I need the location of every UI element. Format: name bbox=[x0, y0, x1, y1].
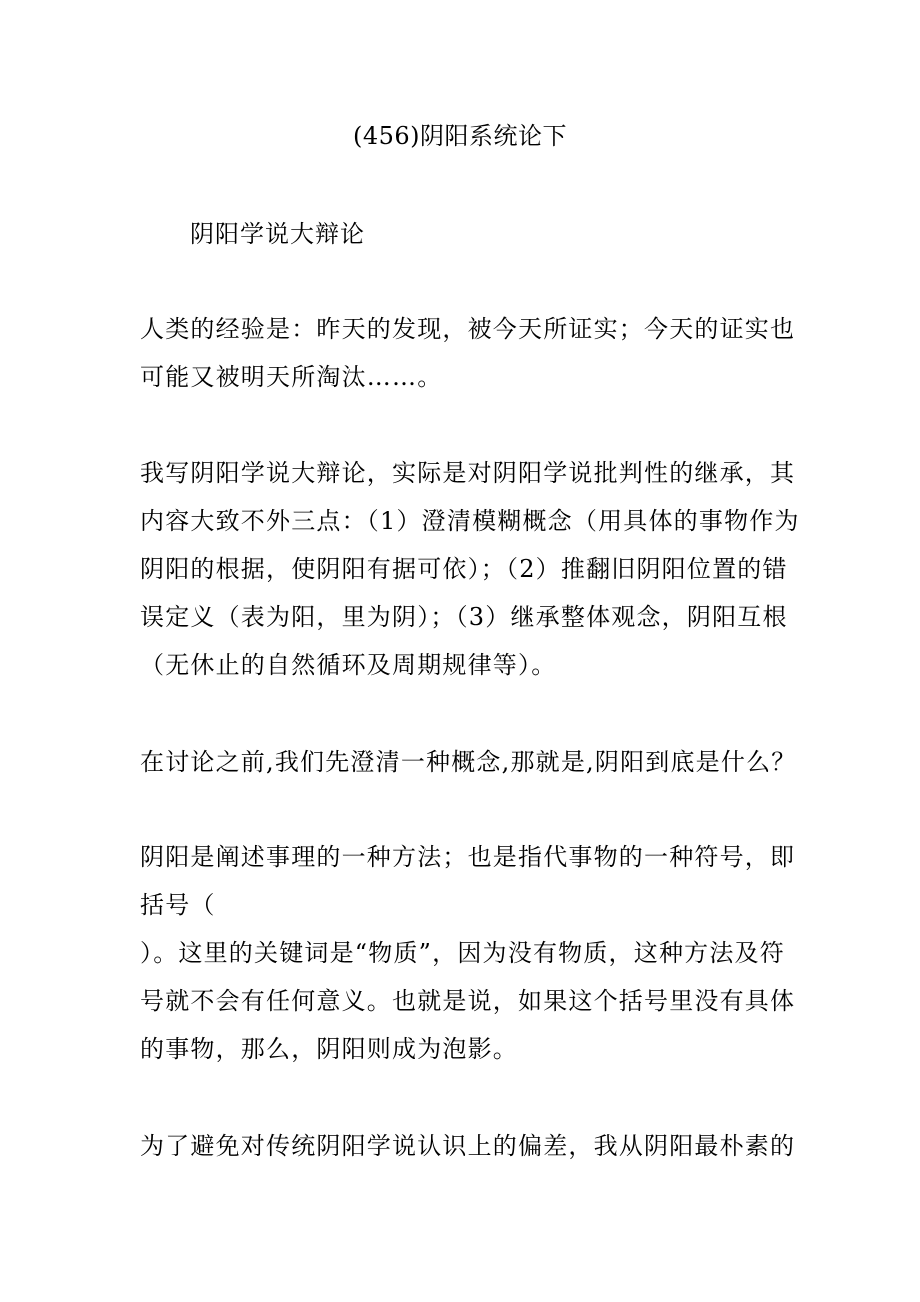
paragraph-line: 可能又被明天所淘汰……。 bbox=[140, 363, 443, 391]
paragraph-avoid-bias bbox=[140, 1122, 796, 1170]
paragraph-line: 为了避免对传统阴阳学说认识上的偏差，我从阴阳最朴素的 bbox=[140, 1132, 796, 1160]
paragraph-line: （无休止的自然循环及周期规律等）。 bbox=[140, 651, 557, 679]
paragraph-line: 误定义（表为阳，里为阴）；（3）继承整体观念，阴阳互根 bbox=[140, 603, 788, 631]
document-subtitle: 阴阳学说大辩论 bbox=[190, 220, 365, 248]
paragraph-line: 括号（ bbox=[140, 891, 216, 919]
paragraph-line: 内容大致不外三点：（1）澄清模糊概念（用具体的事物作为 bbox=[140, 507, 800, 535]
paragraph-definition bbox=[140, 833, 796, 1073]
paragraph-line: 在讨论之前,我们先澄清一种概念,那就是,阴阳到底是什么？ bbox=[140, 748, 797, 776]
paragraph-line: 号就不会有任何意义。也就是说，如果这个括号里没有具体 bbox=[140, 987, 796, 1015]
paragraph-line: 人类的经验是：昨天的发现，被今天所证实；今天的证实也 bbox=[140, 315, 796, 343]
paragraph-line: ）。这里的关键词是“物质”，因为没有物质，这种方法及符 bbox=[140, 939, 785, 967]
paragraph-question bbox=[140, 738, 797, 786]
paragraph-line: 的事物，那么，阴阳则成为泡影。 bbox=[140, 1035, 518, 1063]
paragraph-debate-points bbox=[140, 449, 800, 689]
paragraph-line: 阴阳是阐述事理的一种方法；也是指代事物的一种符号，即 bbox=[140, 843, 796, 871]
paragraph-line: 阴阳的根据，使阴阳有据可依）；（2）推翻旧阴阳位置的错 bbox=[140, 555, 788, 583]
paragraph-line: 我写阴阳学说大辩论，实际是对阴阳学说批判性的继承，其 bbox=[140, 459, 796, 487]
document-title: (456)阴阳系统论下 bbox=[352, 122, 568, 150]
paragraph-experience bbox=[140, 305, 796, 401]
